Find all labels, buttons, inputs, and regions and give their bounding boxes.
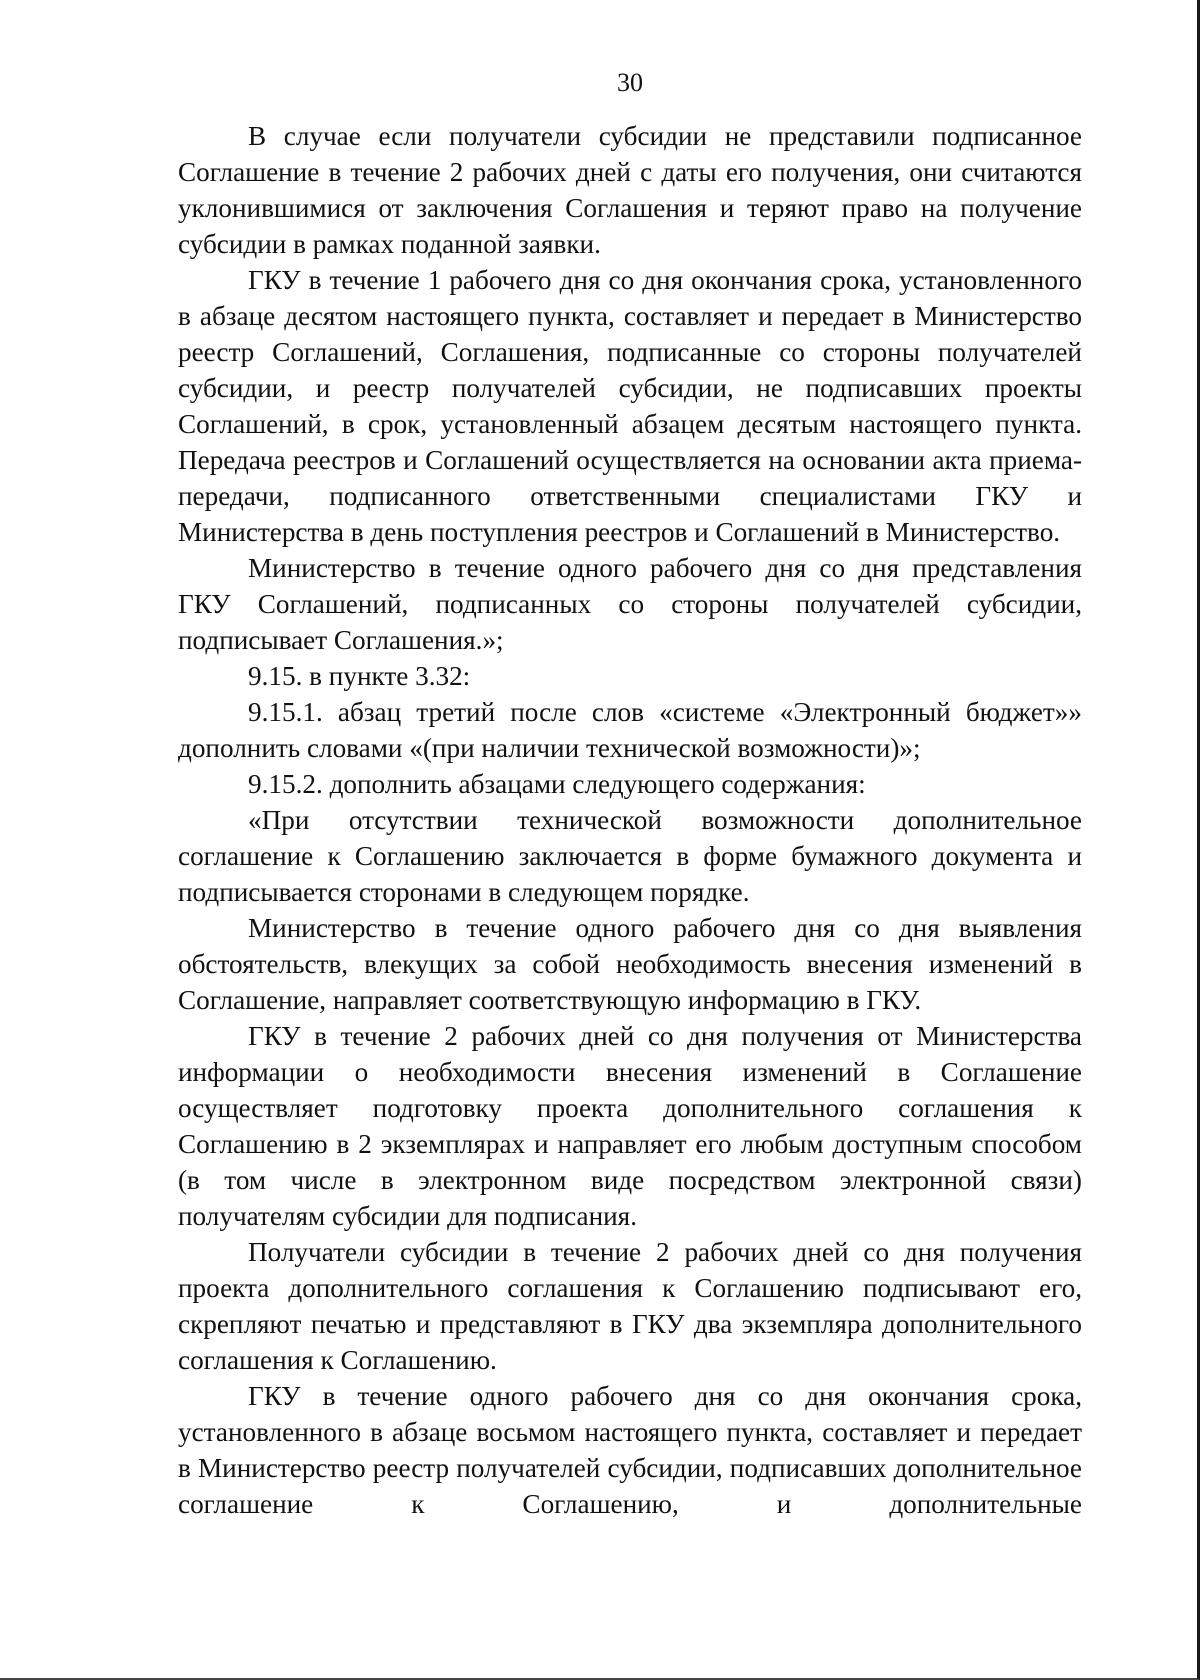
paragraph: 9.15.1. абзац третий после слов «системе «Электронный бюджет»» дополнить словами «(при наличии технической возможности)»; xyxy=(178,697,1082,763)
paragraph: В случае если получатели субсидии не представили подписанное Соглашение в течение 2 рабочих дней с даты его получения, они считаются уклонившимися от заключения Соглашения и теряют право на получение субсидии в рамках поданной заявки. xyxy=(178,121,1082,259)
paragraph: «При отсутствии технической возможности дополнительное соглашение к Соглашению заключается в форме бумажного документа и подписывается сторонами в следующем порядке. xyxy=(178,805,1082,907)
paragraph: 9.15.2. дополнить абзацами следующего содержания: xyxy=(248,769,866,799)
page-number: 30 xyxy=(617,68,643,97)
paragraph: 9.15. в пункте 3.32: xyxy=(248,661,471,691)
paragraph: Получатели субсидии в течение 2 рабочих дней со дня получения проекта дополнительного соглашения к Соглашению подписывают его, скрепляют печатью и представляют в ГКУ два экземпляра дополнительного соглашения к Соглашению. xyxy=(178,1237,1082,1375)
document-body xyxy=(178,118,1082,1522)
paragraph: Министерство в течение одного рабочего дня со дня представления ГКУ Соглашений, подписанных со стороны получателей субсидии, подписывает Соглашения.»; xyxy=(178,553,1082,655)
paragraph: Министерство в течение одного рабочего дня со дня выявления обстоятельств, влекущих за собой необходимость внесения изменений в Соглашение, направляет соответствующую информацию в ГКУ. xyxy=(178,913,1082,1015)
paragraph: ГКУ в течение 2 рабочих дней со дня получения от Министерства информации о необходимости внесения изменений в Соглашение осуществляет подготовку проекта дополнительного соглашения к Соглашению в 2 экземплярах и направляет его любым доступным способом (в том числе в электронном виде посредством электронной связи) получателям субсидии для подписания. xyxy=(178,1021,1082,1231)
paragraph: ГКУ в течение одного рабочего дня со дня окончания срока, установленного в абзаце восьмом настоящего пункта, составляет и передает в Министерство реестр получателей субсидии, подписавших дополнительное соглашение к Соглашению, и дополнительные xyxy=(178,1381,1082,1519)
paragraph: ГКУ в течение 1 рабочего дня со дня окончания срока, установленного в абзаце десятом настоящего пункта, составляет и передает в Министерство реестр Соглашений, Соглашения, подписанные со стороны получателей субсидии, и реестр получателей субсидии, не подписавших проекты Соглашений, в срок, установленный абзацем десятым настоящего пункта. Передача реестров и Соглашений осуществляется на основании акта приема-передачи, подписанного ответственными специалистами ГКУ и Министерства в день поступления реестров и Соглашений в Министерство. xyxy=(178,265,1082,547)
